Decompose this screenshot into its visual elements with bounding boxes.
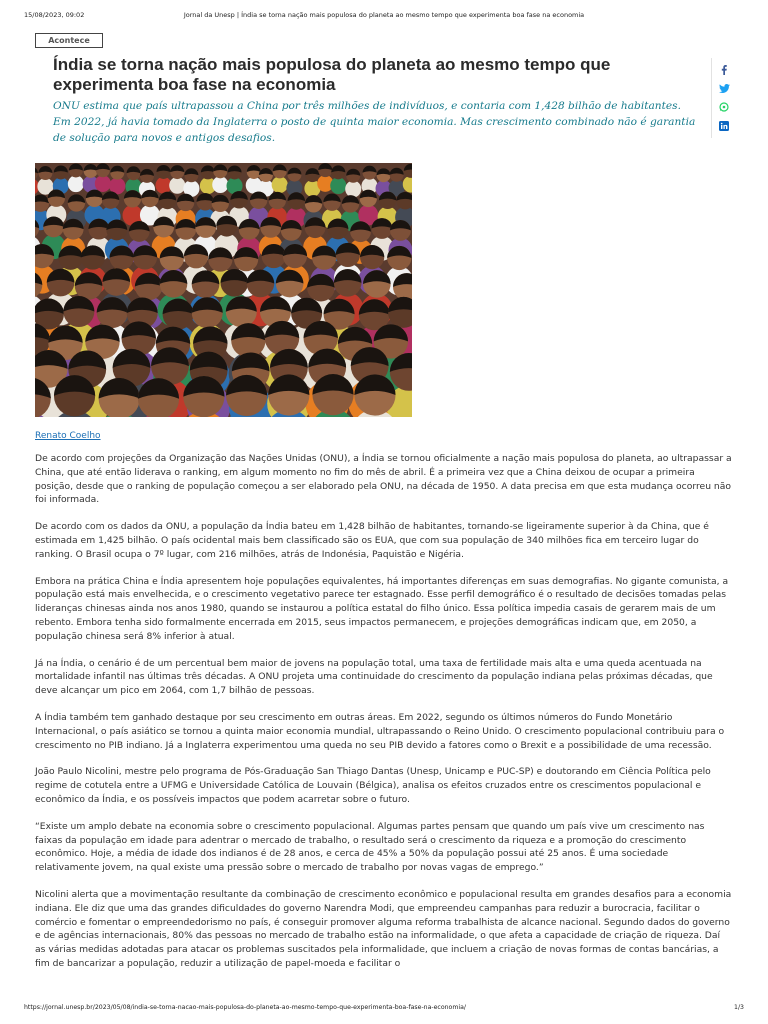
crowd-photo	[35, 163, 412, 417]
print-title: Jornal da Unesp | Índia se torna nação mais populosa do planeta ao mesmo tempo que experimenta boa fase na economia	[183, 11, 585, 19]
crowd-illustration	[35, 163, 412, 417]
paragraph: Embora na prática China e Índia apresentem hoje populações equivalentes, há importantes diferenças em suas demografias. No gigante comunista, a população está mais envelhecida, e o crescimento vegetativo parece ter estagnado. Esse perfil demográfico é o resultado de decisões tomadas pelas lideranças chinesas ainda nos anos 1980, quando se instaurou a política estatal do filho único. Essa política impedia casais de gerarem mais de um rebento. Embora tenha sido formalmente encerrada em 2015, seus impactos permanecem, e projeções demográficas indicam que, em 2050, a população chinesa será 8% inferior à atual.	[35, 575, 729, 642]
facebook-icon[interactable]	[718, 64, 730, 76]
linkedin-icon[interactable]	[718, 120, 730, 132]
author-link[interactable]: Renato Coelho	[35, 431, 101, 441]
paragraph: A Índia também tem ganhado destaque por seu crescimento em outras áreas. Em 2022, segundo os últimos números do Fundo Monetário Internacional, o país asiático se tornou a quinta maior economia mundial, ultrapassando o Reino Unido. O crescimento populacional contribuiu para o crescimento no PIB indiano. Já a Inglaterra experimentou uma queda no seu PIB devido a fatores como o Brexit e a possibilidade de uma recessão.	[35, 711, 725, 751]
paragraph: Nicolini alerta que a movimentação resultante da combinação de crescimento econômico e populacional resulta em grandes desafios para a economia indiana. Ele diz que uma das grandes dificuldades do governo Narendra Modi, que empreendeu campanhas para reduzir a burocracia, facilitar o comércio e fomentar o empreendedorismo no país, é conseguir promover alguma reforma trabalhista de alcance nacional. Segundo dados do governo e de agências internacionais, 80% das pessoas no mercado de trabalho estão na informalidade, o que afeta a capacidade de criação de riqueza. Daí as várias medidas adotadas para atacar os problemas suscitados pela informalidade, que incluem a criação de novas formas de contas bancárias, a fim de bancarizar a população, reduzir a utilização de papel-moeda e facilitar o	[35, 888, 732, 969]
share-bar	[711, 58, 734, 138]
paragraph: “Existe um amplo debate na economia sobre o crescimento populacional. Algumas partes pensam que quando um país vive um crescimento nas faixas da população em idade para adentrar o mercado de trabalho, o resultado será o crescimento da riqueza e a promoção do crescimento econômico. Hoje, a média de idade dos indianos é de 28 anos, e cerca de 45% a 50% da população possui até 25 anos. É uma sociedade relativamente jovem, na qual existe uma pressão sobre o mercado de trabalho por novas vagas de emprego.”	[35, 820, 705, 874]
print-date: 15/08/2023, 09:02	[24, 11, 85, 19]
paragraph: Já na Índia, o cenário é de um percentual bem maior de jovens na população total, uma taxa de fertilidade mais alta e uma queda acentuada na mortalidade infantil nas últimas três décadas. A ONU projeta uma continuidade do crescimento da população indiana pelas próximas décadas, que deve alcançar um pico em 2064, com 1,7 bilhão de pessoas.	[35, 657, 713, 697]
article-body	[35, 452, 733, 984]
paragraph: De acordo com os dados da ONU, a população da Índia bateu em 1,428 bilhão de habitantes, tornando-se ligeiramente superior à da China, que é estimada em 1,425 bilhão. O país ocidental mais bem classificado são os EUA, que com sua população de 340 milhões fica em terceiro lugar do ranking. O Brasil ocupa o 7º lugar, com 216 milhões, atrás de Indonésia, Paquistão e Nigéria.	[35, 521, 709, 560]
page-number: 1/3	[734, 1004, 744, 1011]
article-lead: ONU estima que país ultrapassou a China por três milhões de indivíduos, e contaria com 1,428 bilhão de habitantes. Em 2022, já havia tomado da Inglaterra o posto de quinta maior economia. Mas crescimento combinado não é garantia de solução para novos e antigos desafios.	[53, 100, 696, 144]
whatsapp-icon[interactable]	[718, 101, 730, 113]
category-tag[interactable]: Acontece	[35, 33, 103, 48]
paragraph: João Paulo Nicolini, mestre pelo programa de Pós-Graduação San Thiago Dantas (Unesp, Unicamp e PUC-SP) e doutorando em Ciência Política pelo regime de cotutela entre a UFMG e Universidade Católica de Louvain (Bélgica), analisa os efeitos cruzados entre os crescimentos populacional e econômico da Índia, e os possíveis impactos que podem acarretar sobre o futuro.	[35, 766, 711, 805]
twitter-icon[interactable]	[718, 82, 730, 94]
article-headline: Índia se torna nação mais populosa do planeta ao mesmo tempo que experimenta boa fase na economia	[53, 55, 611, 94]
print-url: https://jornal.unesp.br/2023/05/08/india-se-torna-nacao-mais-populosa-do-planeta-ao-mesmo-tempo-que-experimenta-boa-fase-na-economia/	[24, 1004, 466, 1011]
paragraph: De acordo com projeções da Organização das Nações Unidas (ONU), a Índia se tornou oficialmente a nação mais populosa do planeta, ao ultrapassar a China, que até então liderava o ranking, em algum momento no fim do mês de abril. É a primeira vez que a China deixou de ocupar a primeira posição, desde que o ranking de população começou a ser elaborado pela ONU, na década de 1950. A data precisa em que esta mudança ocorreu não foi informada.	[35, 453, 732, 506]
